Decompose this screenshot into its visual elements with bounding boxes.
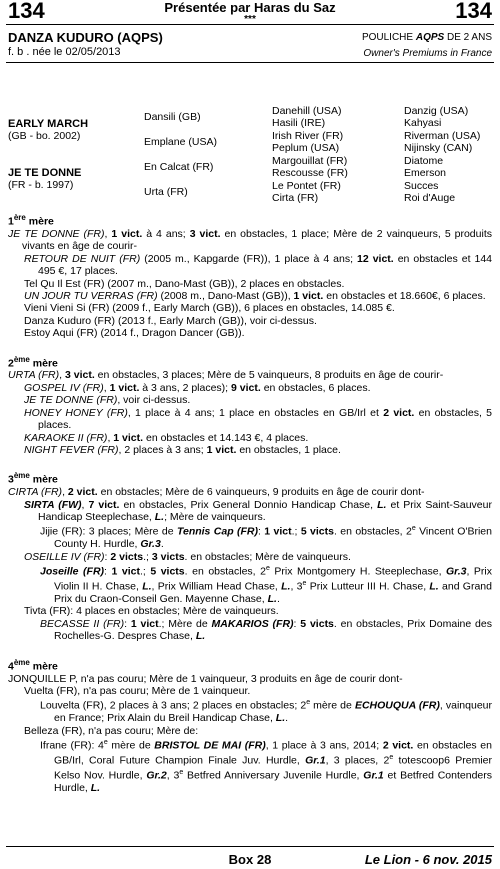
pedigree-gen2-1: Dansili (GB) [144,111,201,123]
consignor-stars: *** [244,14,256,25]
dam4-line-1: JONQUILLE P, n'a pas couru; Mère de 1 vainqueur, 3 produits en âge de courir dont- [8,672,403,685]
dam2-line-6: NIGHT FEVER (FR), 2 places à 3 ans; 1 vict. en obstacles, 1 place. [24,443,341,456]
pedigree-gen4-1: Danzig (USA) [404,105,469,117]
dam4-heading: 4ème mère [8,657,58,673]
dam2-line-2: GOSPEL IV (FR), 1 vict. à 3 ans, 2 places); 9 vict. en obstacles, 6 places. [24,381,371,394]
dam2-heading: 2ème mère [8,354,58,370]
dam3-line-1: CIRTA (FR), 2 vict. en obstacles; Mère de 6 vainqueurs, 9 produits en âge de courir dont- [8,486,425,499]
horse-name: DANZA KUDURO (AQPS) [8,30,163,45]
dam3-line-7: BECASSE II (FR): 1 vict.; Mère de MAKARIOS (FR): 5 victs. en obstacles, Prix Domaine des Rochelles-G. Despres Chase, L. [40,617,492,643]
dam2-line-3: JE TE DONNE (FR), voir ci-dessus. [24,394,191,407]
dam1-line-7: Estoy Aqui (FR) (2014 f., Dragon Dancer (GB)). [24,327,245,340]
family-text [8,212,492,794]
dam3-line-6: Tivta (FR): 4 places en obstacles; Mère de vainqueurs. [24,605,279,618]
pedigree-gen3-3: Irish River (FR) [272,130,344,142]
lot-number-left: 134 [8,0,45,23]
pedigree-gen3-5: Margouillat (FR) [272,155,348,167]
pedigree-gen2-2: Emplane (USA) [144,136,217,148]
pedigree-dam: JE TE DONNE [8,167,82,179]
pedigree-gen3-1: Danehill (USA) [272,105,342,117]
dam1-heading: 1ère mère [8,213,54,228]
pedigree-gen4-2: Kahyasi [404,117,442,129]
pedigree-gen4-6: Emerson [404,167,447,179]
lot-number-right: 134 [455,0,492,23]
dam1-line-3: Tel Qu Il Est (FR) (2007 m., Dano-Mast (GB)), 2 places en obstacles. [24,277,345,290]
horse-details: f. b . née le 02/05/2013 [8,46,121,58]
dam2-line-1: URTA (FR), 3 vict. en obstacles, 3 places; Mère de 5 vainqueurs, 8 produits en âge de courir- [8,369,444,382]
header-rule [6,24,494,25]
sale-location-date: Le Lion - 6 nov. 2015 [364,852,492,867]
dam1-line-5: Vieni Vieni Si (FR) (2009 f., Early March (GB)), 6 places en obstacles, 14.085 €. [24,302,395,315]
pedigree-gen3-6: Rescousse (FR) [272,167,348,179]
dam4-line-2: Vuelta (FR), n'a pas couru; Mère de 1 vainqueur. [24,684,251,697]
owner-premiums: Owner's Premiums in France [363,48,492,59]
dam3-line-2: SIRTA (FW), 7 vict. en obstacles, Prix General Donnio Handicap Chase, L. et Prix Saint-Sauveur Handicap Steeplechase, L.; Mère de vainqueurs. [24,498,492,524]
horse-type: POULICHE AQPS DE 2 ANS [361,32,492,43]
pedigree-gen3-8: Cirta (FR) [272,192,319,204]
dam1-line-1: JE TE DONNE (FR), 1 vict. à 4 ans; 3 vict. en obstacles, 1 place; Mère de 2 vainqueurs, 5 produits vivants en âge de courir- [8,227,492,253]
title-rule [6,62,494,63]
dam1-line-6: Danza Kuduro (FR) (2013 f., Early March (GB)), voir ci-dessus. [24,314,317,327]
dam2-line-4: HONEY HONEY (FR), 1 place à 4 ans; 1 place en obstacles en GB/Irl et 2 vict. en obstacles, 5 places. [24,406,492,432]
dam3-line-4: OSEILLE IV (FR): 2 victs.; 3 victs. en obstacles; Mère de vainqueurs. [24,550,351,563]
pedigree-gen3-7: Le Pontet (FR) [272,180,341,192]
box-number: Box 28 [228,852,272,867]
pedigree-gen2-3: En Calcat (FR) [144,161,214,173]
dam1-line-2: RETOUR DE NUIT (FR) (2005 m., Kapgarde (FR)), 1 place à 4 ans; 12 vict. en obstacles et 144 495 €, 17 places. [24,252,492,278]
pedigree-gen4-8: Roi d'Auge [404,192,456,204]
dam4-line-4: Belleza (FR), n'a pas couru; Mère de: [24,724,199,737]
pedigree-gen2-4: Urta (FR) [144,186,188,198]
dam2-line-5: KARAOKE II (FR), 1 vict. en obstacles et 14.143 €, 4 places. [24,431,309,444]
dam4-line-5: Ifrane (FR): 4e mère de BRISTOL DE MAI (FR), 1 place à 3 ans, 2014; 2 vict. en obstacles en GB/Irl, Coral Future Champion Finale Juv. Hurdle, Gr.1, 3 places, 2e totescoop6 Premier Kelso Nov. Hurdle, Gr.2, 3e Betfred Anniversary Juvenile Hurdle, Gr.1 et Betfred Contenders Hurdle, L. [40,739,492,794]
pedigree-gen4-5: Diatome [404,155,444,167]
pedigree-dam-info: (FR - b. 1997) [8,179,74,191]
pedigree-sire: EARLY MARCH [8,118,89,130]
pedigree-gen3-2: Hasili (IRE) [272,117,326,129]
pedigree-gen4-7: Succes [404,180,439,192]
footer-rule [6,846,494,847]
dam3-line-3: Jijie (FR): 3 places; Mère de Tennis Cap (FR): 1 vict.; 5 victs. en obstacles, 2e Vincent O'Brien County H. Hurdle, Gr.3. [40,525,492,551]
pedigree-gen4-4: Nijinsky (CAN) [404,142,473,154]
consignor-title: Présentée par Haras du Saz [164,0,336,15]
dam3-heading: 3ème mère [8,471,58,486]
dam1-line-4: UN JOUR TU VERRAS (FR) (2008 m., Dano-Mast (GB)), 1 vict. en obstacles et 18.660€, 6 places. [24,289,486,302]
pedigree-gen4-3: Riverman (USA) [404,130,481,142]
dam3-line-5: Joseille (FR): 1 vict.; 5 victs. en obstacles, 2e Prix Montgomery H. Steeplechase, Gr.3, Prix Violin II H. Chase, L., Prix William Head Chase, L., 3e Prix Lutteur III H. Chase, L. and Grand Prix du Craon-Conseil Gen. Mayenne Chase, L.. [40,565,492,605]
pedigree-gen3-4: Peplum (USA) [272,142,340,154]
pedigree-sire-info: (GB - bo. 2002) [8,130,81,142]
dam4-line-3: Louvelta (FR), 2 places à 3 ans; 2 places en obstacles; 2e mère de ECHOUQUA (FR), vainqueur en France; Prix Alain du Breil Handicap Chase, L.. [40,699,492,725]
